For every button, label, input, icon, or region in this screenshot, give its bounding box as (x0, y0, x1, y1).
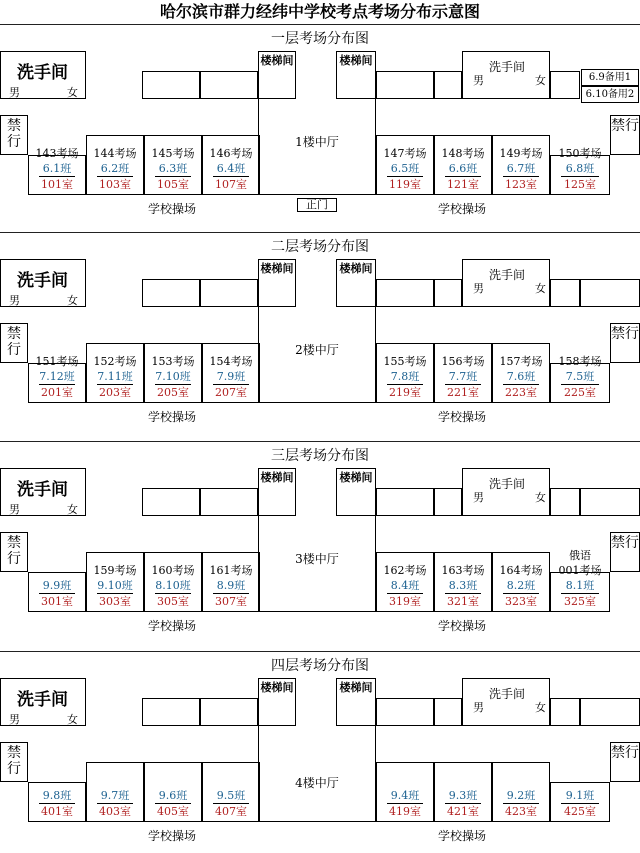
upper-room (376, 488, 434, 516)
class-label: 8.4班 (390, 579, 420, 592)
washroom-label: 洗手间 (17, 271, 68, 291)
washroom-right (462, 259, 550, 307)
washroom-left (0, 678, 86, 726)
female-label: 女 (67, 713, 78, 726)
room-info (87, 354, 143, 400)
exam-hall-label: 145考场 (151, 147, 195, 160)
forbidden-left (0, 532, 28, 572)
room-number: 423室 (505, 805, 537, 818)
male-label: 男 (9, 86, 20, 99)
stairs-left (258, 678, 296, 726)
stairs-label: 楼梯间 (260, 54, 294, 67)
room-info (87, 146, 143, 192)
stairs-right (336, 259, 376, 307)
washroom-label: 洗手间 (17, 63, 68, 83)
floor-title: 三层考场分布图 (271, 448, 369, 464)
washroom-label: 洗手间 (17, 690, 68, 710)
room-number: 225室 (561, 384, 599, 400)
class-label: 9.10班 (97, 579, 133, 592)
room-number: 121室 (447, 178, 479, 191)
exam-room (28, 147, 86, 195)
stairs-left (258, 259, 296, 307)
floor-section (0, 441, 640, 651)
room-number: 223室 (505, 386, 537, 399)
upper-room (200, 279, 258, 307)
class-label: 9.4班 (390, 789, 420, 802)
exam-room (376, 552, 434, 612)
room-number: 301室 (41, 595, 73, 608)
room-number: 219室 (389, 386, 421, 399)
upper-room (376, 698, 434, 726)
exam-hall-label: 162考场 (383, 564, 427, 577)
stairs-label: 楼梯间 (339, 471, 373, 484)
forbidden-left (0, 742, 28, 782)
male-label: 男 (473, 282, 484, 295)
exam-hall-label: 159考场 (93, 564, 137, 577)
upper-room (200, 698, 258, 726)
exam-hall-label: 151考场 (35, 355, 79, 368)
female-label: 女 (67, 294, 78, 307)
central-hall (258, 726, 376, 822)
room-number: 419室 (389, 805, 421, 818)
forbidden-left (0, 323, 28, 363)
class-label: 7.8班 (390, 370, 420, 383)
room-number: 401室 (41, 805, 73, 818)
playground-label-left: 学校操场 (148, 202, 197, 216)
class-label: 7.10班 (155, 370, 191, 383)
room-info (435, 563, 491, 609)
room-info (203, 788, 259, 819)
forbidden-label: 禁行 (611, 118, 639, 134)
exam-hall-label: 俄语 001考场 (558, 549, 602, 577)
female-label: 女 (535, 701, 546, 714)
upper-room (142, 71, 200, 99)
upper-room (580, 279, 640, 307)
room-number: 405室 (157, 805, 189, 818)
washroom-label: 洗手间 (489, 268, 526, 282)
room-number: 425室 (561, 803, 599, 819)
washroom-label: 洗手间 (17, 480, 68, 500)
room-info (551, 354, 609, 400)
stairs-label: 楼梯间 (260, 262, 294, 275)
room-info (377, 563, 433, 609)
exam-room (144, 762, 202, 822)
exam-room (202, 343, 260, 403)
class-label: 6.4班 (216, 162, 246, 175)
class-label: 9.6班 (158, 789, 188, 802)
room-number: 207室 (215, 386, 247, 399)
class-label: 9.2班 (506, 789, 536, 802)
stairs-left (258, 468, 296, 516)
exam-room (28, 572, 86, 612)
exam-hall-label: 143考场 (35, 147, 79, 160)
floor-title: 二层考场分布图 (271, 239, 369, 255)
upper-room (580, 698, 640, 726)
stairs-label: 楼梯间 (339, 681, 373, 694)
exam-room (492, 343, 550, 403)
exam-room (86, 762, 144, 822)
room-info (29, 788, 85, 819)
room-info (377, 788, 433, 819)
class-label: 9.9班 (42, 579, 72, 592)
washroom-label: 洗手间 (489, 687, 526, 701)
exam-room (550, 782, 610, 822)
floor-section (0, 651, 640, 853)
female-label: 女 (67, 86, 78, 99)
floor-title: 一层考场分布图 (271, 31, 369, 47)
room-number: 201室 (41, 386, 73, 399)
forbidden-label: 禁行 (611, 535, 639, 551)
washroom-right (462, 51, 550, 99)
class-label: 6.3班 (158, 162, 188, 175)
upper-room (434, 71, 462, 99)
female-label: 女 (535, 491, 546, 504)
forbidden-label: 禁行 (611, 326, 639, 342)
stairs-label: 楼梯间 (260, 471, 294, 484)
stairs-right (336, 468, 376, 516)
playground-label-right: 学校操场 (438, 619, 487, 633)
class-label: 8.3班 (448, 579, 478, 592)
central-hall (258, 516, 376, 612)
central-hall-label: 3楼中厅 (295, 552, 339, 566)
upper-room (376, 279, 434, 307)
room-number: 407室 (215, 805, 247, 818)
class-label: 7.9班 (216, 370, 246, 383)
room-number: 325室 (561, 593, 599, 609)
class-label: 6.7班 (506, 162, 536, 175)
washroom-left (0, 51, 86, 99)
room-info (29, 354, 85, 400)
class-label: 6.8班 (565, 162, 595, 175)
central-hall (258, 307, 376, 403)
room-number: 205室 (157, 386, 189, 399)
main-gate: 正门 (297, 198, 337, 212)
upper-room (550, 488, 580, 516)
room-info (145, 146, 201, 192)
class-label: 8.1班 (565, 579, 595, 592)
male-label: 男 (9, 713, 20, 726)
forbidden-left (0, 115, 28, 155)
forbidden-label: 禁行 (7, 535, 21, 567)
exam-hall-label: 161考场 (209, 564, 253, 577)
exam-room (144, 552, 202, 612)
upper-room (376, 71, 434, 99)
stairs-right (336, 678, 376, 726)
room-number: 323室 (505, 595, 537, 608)
class-label: 9.1班 (565, 789, 595, 802)
room-info (203, 146, 259, 192)
room-number: 303室 (99, 595, 131, 608)
class-label: 9.3班 (448, 789, 478, 802)
exam-hall-label: 156考场 (441, 355, 485, 368)
exam-hall-label: 150考场 (558, 147, 602, 160)
room-info (87, 788, 143, 819)
class-label: 8.9班 (216, 579, 246, 592)
room-info (551, 146, 609, 192)
exam-room (550, 355, 610, 403)
class-label: 7.5班 (565, 370, 595, 383)
room-number: 123室 (505, 178, 537, 191)
room-info (203, 354, 259, 400)
stairs-label: 楼梯间 (260, 681, 294, 694)
stairs-label: 楼梯间 (339, 54, 373, 67)
room-number: 125室 (561, 176, 599, 192)
class-label: 8.2班 (506, 579, 536, 592)
male-label: 男 (473, 74, 484, 87)
exam-hall-label: 158考场 (558, 355, 602, 368)
playground-label-right: 学校操场 (438, 202, 487, 216)
class-label: 6.2班 (100, 162, 130, 175)
exam-room (202, 762, 260, 822)
class-label: 7.11班 (97, 370, 133, 383)
upper-room (550, 698, 580, 726)
upper-room (142, 279, 200, 307)
central-hall-label: 1楼中厅 (295, 135, 339, 149)
central-hall (258, 99, 376, 195)
forbidden-right (610, 742, 640, 782)
class-label: 7.7班 (448, 370, 478, 383)
room-info (493, 563, 549, 609)
exam-hall-label: 160考场 (151, 564, 195, 577)
stairs-label: 楼梯间 (339, 262, 373, 275)
exam-room (434, 762, 492, 822)
exam-hall-label: 147考场 (383, 147, 427, 160)
room-info (551, 548, 609, 609)
stairs-right (336, 51, 376, 99)
exam-room (492, 135, 550, 195)
playground-label-left: 学校操场 (148, 619, 197, 633)
room-number: 421室 (447, 805, 479, 818)
exam-room (434, 135, 492, 195)
exam-room (144, 135, 202, 195)
exam-hall-label: 144考场 (93, 147, 137, 160)
washroom-right (462, 468, 550, 516)
central-hall-label: 4楼中厅 (295, 776, 339, 790)
washroom-right (462, 678, 550, 726)
washroom-label: 洗手间 (489, 60, 526, 74)
class-label: 7.12班 (39, 370, 75, 383)
exam-hall-label: 157考场 (499, 355, 543, 368)
forbidden-label: 禁行 (7, 118, 21, 150)
floor-section (0, 24, 640, 232)
forbidden-label: 禁行 (7, 326, 21, 358)
page-title: 哈尔滨市群力经纬中学校考点考场分布示意图 (159, 2, 480, 21)
exam-room (86, 552, 144, 612)
exam-room (434, 343, 492, 403)
upper-room (142, 488, 200, 516)
upper-room (142, 698, 200, 726)
floor-title: 四层考场分布图 (271, 658, 369, 674)
room-info (29, 146, 85, 192)
class-label: 9.7班 (100, 789, 130, 802)
female-label: 女 (535, 282, 546, 295)
exam-room (434, 552, 492, 612)
room-info (551, 788, 609, 819)
exam-hall-label: 153考场 (151, 355, 195, 368)
class-label: 6.1班 (42, 162, 72, 175)
washroom-left (0, 468, 86, 516)
room-info (435, 788, 491, 819)
class-label: 6.6班 (448, 162, 478, 175)
exam-room (202, 135, 260, 195)
class-label: 6.5班 (390, 162, 420, 175)
upper-room (580, 488, 640, 516)
exam-room (376, 135, 434, 195)
male-label: 男 (9, 294, 20, 307)
room-info (493, 146, 549, 192)
room-info (87, 563, 143, 609)
male-label: 男 (473, 491, 484, 504)
room-info (377, 146, 433, 192)
room-number: 103室 (99, 178, 131, 191)
room-info (145, 563, 201, 609)
exam-room (550, 147, 610, 195)
exam-room (492, 552, 550, 612)
upper-room (434, 698, 462, 726)
class-label: 9.8班 (42, 789, 72, 802)
female-label: 女 (67, 503, 78, 516)
upper-room (434, 488, 462, 516)
central-hall-label: 2楼中厅 (295, 343, 339, 357)
room-number: 403室 (99, 805, 131, 818)
room-number: 203室 (99, 386, 131, 399)
exam-room (550, 549, 610, 612)
exam-room (492, 762, 550, 822)
upper-room (434, 279, 462, 307)
exam-room (376, 762, 434, 822)
exam-hall-label: 152考场 (93, 355, 137, 368)
exam-room (376, 343, 434, 403)
floor-section (0, 232, 640, 441)
playground-label-left: 学校操场 (148, 410, 197, 424)
washroom-label: 洗手间 (489, 477, 526, 491)
room-number: 321室 (447, 595, 479, 608)
male-label: 男 (9, 503, 20, 516)
room-number: 119室 (389, 178, 421, 191)
exam-room (144, 343, 202, 403)
exam-room (86, 135, 144, 195)
spare-room: 6.10备用2 (581, 86, 639, 103)
room-info (377, 354, 433, 400)
upper-room (200, 71, 258, 99)
class-label: 7.6班 (506, 370, 536, 383)
room-number: 221室 (447, 386, 479, 399)
forbidden-label: 禁行 (611, 745, 639, 761)
exam-hall-label: 148考场 (441, 147, 485, 160)
class-label: 8.10班 (155, 579, 191, 592)
room-number: 319室 (389, 595, 421, 608)
exam-hall-label: 149考场 (499, 147, 543, 160)
exam-room (28, 355, 86, 403)
exam-hall-label: 163考场 (441, 564, 485, 577)
forbidden-right (610, 532, 640, 572)
room-number: 101室 (41, 178, 73, 191)
room-info (493, 354, 549, 400)
upper-room (550, 71, 580, 99)
upper-room (550, 279, 580, 307)
room-number: 307室 (215, 595, 247, 608)
room-info (29, 578, 85, 609)
room-info (203, 563, 259, 609)
playground-label-right: 学校操场 (438, 410, 487, 424)
female-label: 女 (535, 74, 546, 87)
exam-room (28, 782, 86, 822)
exam-hall-label: 155考场 (383, 355, 427, 368)
exam-hall-label: 164考场 (499, 564, 543, 577)
exam-hall-label: 154考场 (209, 355, 253, 368)
room-number: 305室 (157, 595, 189, 608)
forbidden-right (610, 323, 640, 363)
room-number: 105室 (157, 178, 189, 191)
stairs-left (258, 51, 296, 99)
room-info (145, 354, 201, 400)
spare-room: 6.9备用1 (581, 69, 639, 86)
upper-room (200, 488, 258, 516)
forbidden-label: 禁行 (7, 745, 21, 777)
playground-label-right: 学校操场 (438, 829, 487, 843)
exam-room (202, 552, 260, 612)
exam-hall-label: 146考场 (209, 147, 253, 160)
washroom-left (0, 259, 86, 307)
room-info (435, 354, 491, 400)
room-info (145, 788, 201, 819)
playground-label-left: 学校操场 (148, 829, 197, 843)
room-info (435, 146, 491, 192)
male-label: 男 (473, 701, 484, 714)
class-label: 9.5班 (216, 789, 246, 802)
forbidden-right (610, 115, 640, 155)
exam-room (86, 343, 144, 403)
room-info (493, 788, 549, 819)
room-number: 107室 (215, 178, 247, 191)
